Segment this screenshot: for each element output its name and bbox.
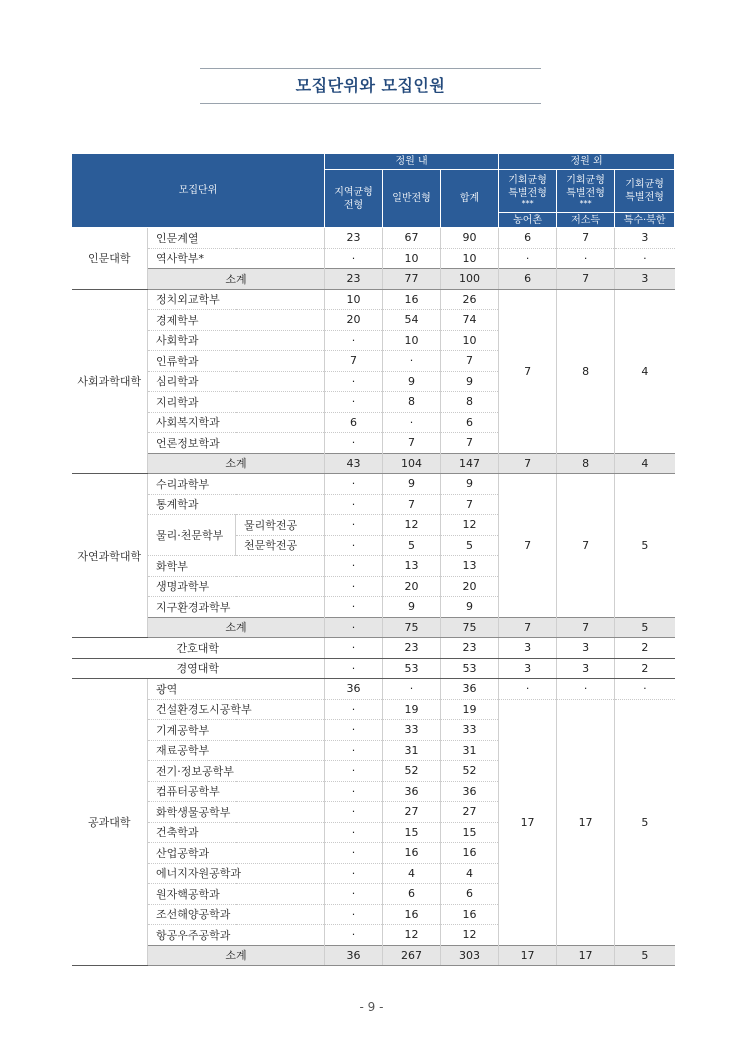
merged-value-cell: 4 (615, 289, 675, 453)
dept-cell: 언론정보학과 (148, 433, 325, 454)
value-cell: 10 (383, 248, 441, 269)
value-cell: · (325, 822, 383, 843)
table-row (72, 679, 675, 700)
value-cell: 13 (441, 556, 499, 577)
subtotal-row (72, 269, 675, 290)
dept-cell: 건축학과 (148, 822, 325, 843)
value-cell: 8 (557, 453, 615, 474)
header-rural: 농어촌 (499, 213, 557, 228)
value-cell: 9 (441, 474, 499, 495)
value-cell: 33 (383, 720, 441, 741)
value-cell: 4 (615, 453, 675, 474)
dept-cell: 항공우주공학과 (148, 925, 325, 946)
merged-value-cell: 17 (499, 699, 557, 945)
value-cell: 7 (441, 494, 499, 515)
value-cell: 75 (383, 617, 441, 638)
value-cell: · (325, 863, 383, 884)
value-cell: · (325, 474, 383, 495)
subtotal-label: 소계 (148, 453, 325, 474)
value-cell: 26 (441, 289, 499, 310)
college-cell: 인문대학 (72, 228, 148, 290)
dept-cell: 화학부 (148, 556, 325, 577)
merged-value-cell: 8 (557, 289, 615, 453)
value-cell: · (615, 679, 675, 700)
value-cell: · (325, 720, 383, 741)
dept-cell: 사회학과 (148, 330, 325, 351)
value-cell: 17 (499, 945, 557, 966)
value-cell: 53 (441, 658, 499, 679)
value-cell: · (383, 679, 441, 700)
value-cell: 75 (441, 617, 499, 638)
value-cell: · (325, 843, 383, 864)
dept-cell: 역사학부* (148, 248, 325, 269)
value-cell: · (325, 740, 383, 761)
header-opp-special: 기회균형 특별전형 (615, 170, 675, 213)
value-cell: 4 (383, 863, 441, 884)
value-cell: 5 (615, 617, 675, 638)
dept-cell: 광역 (148, 679, 325, 700)
dept-cell: 정치외교학부 (148, 289, 325, 310)
value-cell: · (383, 412, 441, 433)
dept-cell: 심리학과 (148, 371, 325, 392)
value-cell: 31 (383, 740, 441, 761)
value-cell: · (557, 248, 615, 269)
header-inside: 정원 내 (325, 154, 499, 170)
value-cell: 12 (383, 925, 441, 946)
college-cell: 공과대학 (72, 679, 148, 966)
value-cell: 8 (441, 392, 499, 413)
dept-cell: 화학생물공학부 (148, 802, 325, 823)
value-cell: 36 (325, 679, 383, 700)
value-cell: 9 (383, 371, 441, 392)
value-cell: 8 (383, 392, 441, 413)
value-cell: 6 (499, 228, 557, 249)
value-cell: 16 (383, 843, 441, 864)
value-cell: 67 (383, 228, 441, 249)
value-cell: 5 (615, 945, 675, 966)
value-cell: 74 (441, 310, 499, 331)
value-cell: 17 (557, 945, 615, 966)
merged-value-cell: 5 (615, 474, 675, 618)
value-cell: 27 (383, 802, 441, 823)
subtotal-row (72, 617, 675, 638)
value-cell: 16 (383, 289, 441, 310)
value-cell: 3 (557, 638, 615, 659)
value-cell: · (325, 658, 383, 679)
value-cell: 23 (325, 228, 383, 249)
merged-value-cell: 7 (557, 474, 615, 618)
value-cell: 7 (325, 351, 383, 372)
value-cell: · (325, 556, 383, 577)
table-row (72, 638, 675, 659)
dept-cell: 통계학과 (148, 494, 325, 515)
merged-value-cell: 17 (557, 699, 615, 945)
value-cell: 12 (383, 515, 441, 536)
value-cell: 36 (441, 679, 499, 700)
value-cell: 20 (441, 576, 499, 597)
value-cell: 5 (441, 535, 499, 556)
value-cell: · (325, 781, 383, 802)
value-cell: 33 (441, 720, 499, 741)
value-cell: · (325, 925, 383, 946)
value-cell: 12 (441, 925, 499, 946)
value-cell: 6 (441, 884, 499, 905)
value-cell: 7 (383, 433, 441, 454)
value-cell: 7 (499, 617, 557, 638)
value-cell: 7 (557, 617, 615, 638)
value-cell: 9 (383, 474, 441, 495)
value-cell: 36 (325, 945, 383, 966)
value-cell: · (325, 761, 383, 782)
value-cell: 10 (441, 248, 499, 269)
value-cell: 3 (615, 269, 675, 290)
college-cell: 간호대학 (72, 638, 325, 659)
dept-cell: 물리학전공 (236, 515, 325, 536)
table-row (72, 474, 675, 495)
value-cell: · (325, 576, 383, 597)
dept-cell: 지구환경과학부 (148, 597, 325, 618)
value-cell: 43 (325, 453, 383, 474)
value-cell: · (325, 371, 383, 392)
value-cell: · (325, 904, 383, 925)
value-cell: 7 (441, 351, 499, 372)
value-cell: 27 (441, 802, 499, 823)
header-opp-lowincome: 기회균형 특별전형 *** (557, 170, 615, 213)
value-cell: · (325, 433, 383, 454)
value-cell: 2 (615, 658, 675, 679)
value-cell: · (325, 494, 383, 515)
value-cell: 6 (499, 269, 557, 290)
dept-cell: 기계공학부 (148, 720, 325, 741)
header-unit: 모집단위 (72, 154, 325, 228)
value-cell: 54 (383, 310, 441, 331)
value-cell: 13 (383, 556, 441, 577)
value-cell: 2 (615, 638, 675, 659)
header-regional: 지역균형 전형 (325, 170, 383, 228)
value-cell: 6 (383, 884, 441, 905)
header-lowincome: 저소득 (557, 213, 615, 228)
value-cell: · (325, 597, 383, 618)
dept-cell: 경제학부 (148, 310, 325, 331)
dept-cell: 원자핵공학과 (148, 884, 325, 905)
page-number: - 9 - (359, 1000, 384, 1014)
table-row (72, 699, 675, 720)
value-cell: · (325, 392, 383, 413)
value-cell: 3 (499, 658, 557, 679)
value-cell: 3 (499, 638, 557, 659)
value-cell: 15 (441, 822, 499, 843)
title-box (200, 68, 541, 104)
subtotal-label: 소계 (148, 269, 325, 290)
merged-value-cell: 5 (615, 699, 675, 945)
value-cell: · (557, 679, 615, 700)
value-cell: · (325, 638, 383, 659)
college-cell: 자연과학대학 (72, 474, 148, 638)
college-cell: 경영대학 (72, 658, 325, 679)
college-cell: 사회과학대학 (72, 289, 148, 474)
dept-cell: 지리학과 (148, 392, 325, 413)
value-cell: 23 (383, 638, 441, 659)
value-cell: 16 (441, 843, 499, 864)
value-cell: · (615, 248, 675, 269)
value-cell: · (325, 884, 383, 905)
value-cell: 7 (499, 453, 557, 474)
merged-value-cell: 7 (499, 474, 557, 618)
value-cell: 77 (383, 269, 441, 290)
dept-cell: 건설환경도시공학부 (148, 699, 325, 720)
value-cell: 7 (557, 269, 615, 290)
value-cell: · (499, 248, 557, 269)
value-cell: 5 (383, 535, 441, 556)
value-cell: 10 (325, 289, 383, 310)
dept-cell: 수리과학부 (148, 474, 325, 495)
value-cell: 7 (383, 494, 441, 515)
subtotal-row (72, 453, 675, 474)
dept-cell: 사회복지학과 (148, 412, 325, 433)
dept-cell: 인문계열 (148, 228, 325, 249)
value-cell: 303 (441, 945, 499, 966)
page-title: 모집단위와 모집인원 (295, 76, 446, 95)
value-cell: 16 (441, 904, 499, 925)
value-cell: 9 (441, 371, 499, 392)
subtotal-row (72, 945, 675, 966)
value-cell: · (325, 330, 383, 351)
table-row (72, 248, 675, 269)
value-cell: 104 (383, 453, 441, 474)
value-cell: 100 (441, 269, 499, 290)
value-cell: 10 (441, 330, 499, 351)
subtotal-label: 소계 (148, 945, 325, 966)
value-cell: 15 (383, 822, 441, 843)
table-row (72, 289, 675, 310)
value-cell: 20 (383, 576, 441, 597)
value-cell: 31 (441, 740, 499, 761)
value-cell: 147 (441, 453, 499, 474)
value-cell: 53 (383, 658, 441, 679)
dept-cell: 전기·정보공학부 (148, 761, 325, 782)
value-cell: 7 (557, 228, 615, 249)
dept-cell: 인류학과 (148, 351, 325, 372)
header-special-nk: 특수·북한 (615, 213, 675, 228)
value-cell: 267 (383, 945, 441, 966)
value-cell: 19 (441, 699, 499, 720)
value-cell: 23 (441, 638, 499, 659)
table-row (72, 228, 675, 249)
value-cell: 90 (441, 228, 499, 249)
value-cell: 36 (383, 781, 441, 802)
dept-cell: 재료공학부 (148, 740, 325, 761)
value-cell: 7 (441, 433, 499, 454)
value-cell: 6 (441, 412, 499, 433)
dept-cell: 산업공학과 (148, 843, 325, 864)
dept-cell: 천문학전공 (236, 535, 325, 556)
value-cell: 9 (383, 597, 441, 618)
dept-cell: 에너지자원공학과 (148, 863, 325, 884)
value-cell: 4 (441, 863, 499, 884)
dept-cell: 컴퓨터공학부 (148, 781, 325, 802)
subtotal-label: 소계 (148, 617, 325, 638)
value-cell: 19 (383, 699, 441, 720)
value-cell: · (325, 535, 383, 556)
merged-value-cell: 7 (499, 289, 557, 453)
value-cell: 52 (441, 761, 499, 782)
value-cell: 16 (383, 904, 441, 925)
dept-group-cell: 물리·천문학부 (148, 515, 236, 556)
table-row (72, 658, 675, 679)
value-cell: · (325, 699, 383, 720)
value-cell: · (325, 248, 383, 269)
header-total: 합계 (441, 170, 499, 228)
value-cell: 23 (325, 269, 383, 290)
value-cell: 12 (441, 515, 499, 536)
value-cell: · (325, 617, 383, 638)
value-cell: 20 (325, 310, 383, 331)
value-cell: · (325, 802, 383, 823)
dept-cell: 조선해양공학과 (148, 904, 325, 925)
value-cell: · (499, 679, 557, 700)
value-cell: · (383, 351, 441, 372)
value-cell: 36 (441, 781, 499, 802)
value-cell: 6 (325, 412, 383, 433)
header-outside: 정원 외 (499, 154, 675, 170)
value-cell: 9 (441, 597, 499, 618)
header-opp-rural: 기회균형 특별전형 *** (499, 170, 557, 213)
admission-table (71, 153, 675, 966)
value-cell: 3 (615, 228, 675, 249)
value-cell: 52 (383, 761, 441, 782)
value-cell: · (325, 515, 383, 536)
value-cell: 3 (557, 658, 615, 679)
header-general: 일반전형 (383, 170, 441, 228)
dept-cell: 생명과학부 (148, 576, 325, 597)
value-cell: 10 (383, 330, 441, 351)
